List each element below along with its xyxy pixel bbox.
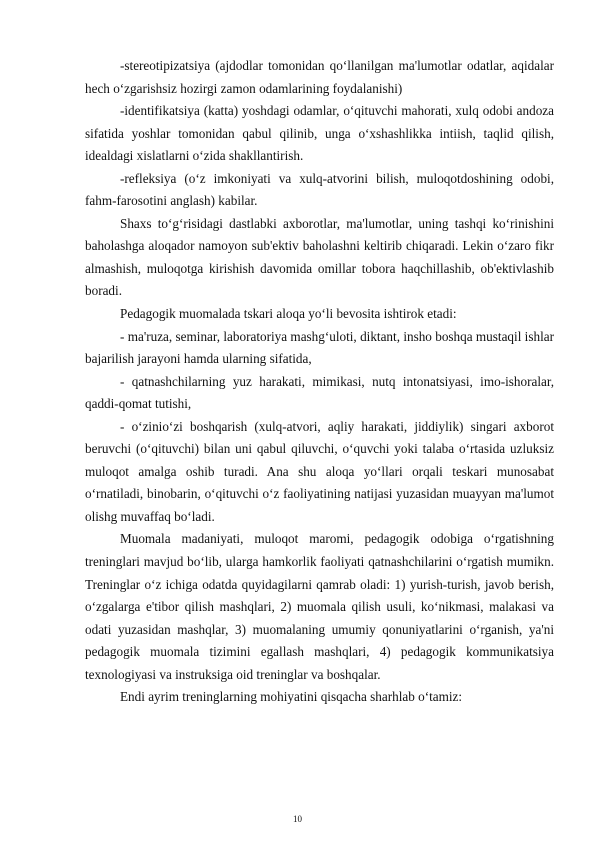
paragraph-list-boshqarish: - o‘zinio‘zi boshqarish (xulq-atvori, aqliy harakati, jiddiylik) singari axborot beruvchi (o‘qituvchi) bilan uni qabul qiluvchi, o‘quvchi yoki talaba o‘rtasida uzluksiz muloqot amalga oshib turadi. Ana shu aloqa yo‘llari orqali teskari munosabat o‘rnatiladi, binobarin, o‘qituvchi o‘z faoliyatining natijasi yuzasidan muayyan ma'lumot olishg muvaffaq bo‘ladi. — [85, 418, 554, 524]
paragraph-stereotipizatsiya: -stereotipizatsiya (ajdodlar tomonidan qo‘llanilgan ma'lumotlar odatlar, aqidalar hech o‘zgarishsiz hozirgi zamon odamlarining foydalanishi) — [85, 58, 554, 96]
paragraph-teskari-aloqa: Pedagogik muomalada tskari aloqa yo‘li bevosita ishtirok etadi: — [120, 306, 457, 322]
paragraph-list-mashgulot: - ma'ruza, seminar, laboratoriya mashg‘uloti, diktant, insho boshqa mustaqil ishlar bajarilish jarayoni hamda ularning sifatida, — [85, 328, 554, 367]
page-number: 10 — [293, 814, 302, 824]
body-text — [85, 55, 554, 709]
paragraph-identifikatsiya: -identifikatsiya (katta) yoshdagi odamlar, o‘qituvchi mahorati, xulq odobi andoza sifatida yoshlar tomonidan qabul qilinib, unga o‘xshashlikka intiish, taqlid qilish, idealdagi xislatlarni o‘zida shakllantirish. — [85, 103, 554, 164]
paragraph-sharh: Endi ayrim treninglarning mohiyatini qisqacha sharhlab o‘tamiz: — [120, 689, 463, 705]
paragraph-list-mimika: - qatnashchilarning yuz harakati, mimikasi, nutq intonatsiyasi, imo-ishoralar, qaddi-qomat tutishi, — [85, 373, 554, 412]
paragraph-shaxs-axborotlar: Shaxs to‘g‘risidagi dastlabki axborotlar, ma'lumotlar, uning tashqi ko‘rinishini baholashga aloqador namoyon sub'ektiv baholashni keltirib chiqaradi. Lekin o‘zaro fikr almashish, muloqotga kirishish davomida omillar tobora haqchillashib, ob'ektivlashib boradi. — [85, 215, 554, 299]
paragraph-treninglar: Muomala madaniyati, muloqot maromi, pedagogik odobiga o‘rgatishning treninglari mavjud bo‘lib, ularga hamkorlik faoliyati qatnashchilarini o‘rgatish mumikn. Treninglar o‘z ichiga odatda quyidagilarni qamrab oladi: 1) yurish-turish, javob berish, o‘zgalarga e'tibor qilish mashqlari, 2) muomala qilish usuli, ko‘nikmasi, malakasi va odati yuzasidan mashqlar, 3) muomalaning umumiy qonuniyatlarini o‘rganish, ya'ni pedagogik muomala tizimini egallash mashqlari, 4) pedagogik kommunikatsiya texnologiyasi va instruksiga oid treninglar va boshqalar. — [85, 531, 554, 682]
paragraph-refleksiya: -refleksiya (o‘z imkoniyati va xulq-atvorini bilish, muloqotdoshining odobi, fahm-farosotini anglash) kabilar. — [85, 170, 554, 209]
